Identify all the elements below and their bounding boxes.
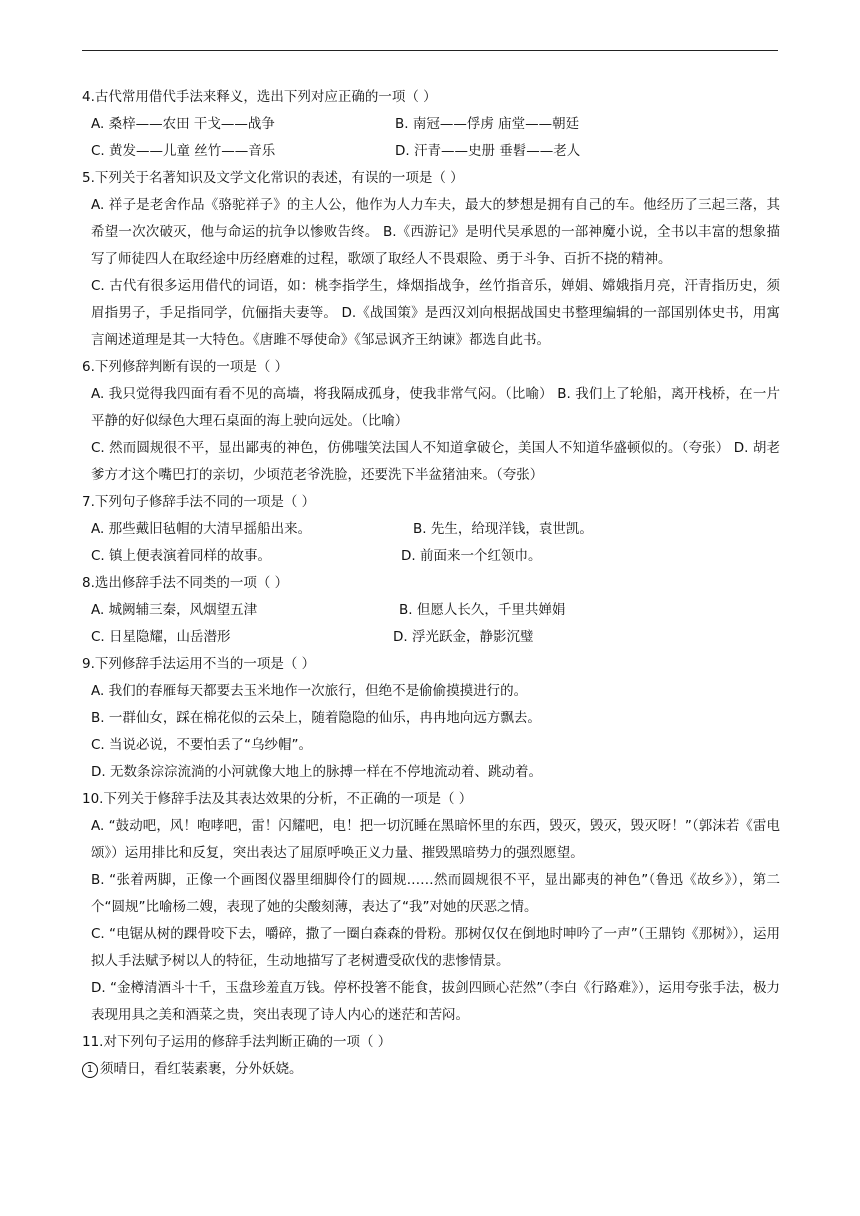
question-4-stem: 4.古代常用借代手法来释义，选出下列对应正确的一项（ ） (82, 89, 437, 105)
question-9-option-b[interactable]: B. 一群仙女，踩在棉花似的云朵上，随着隐隐的仙乐，冉冉地向远方飘去。 (91, 710, 541, 726)
question-11-item-1-text: 须晴日，看红装素裹，分外妖娆。 (100, 1061, 303, 1077)
question-6-options-cd[interactable]: C. 然而圆规很不平，显出鄙夷的神色，仿佛嗤笑法国人不知道拿破仑，美国人不知道华盛顿似的。（夸张） D. 胡老爹方才这个嘴巴打的亲切，少顷范老爷洗脸，还要洗下半盆猪油来。（夸张） (91, 440, 780, 483)
question-8-option-d[interactable]: D. 浮光跃金，静影沉璧 (393, 629, 534, 645)
question-7-stem: 7.下列句子修辞手法不同的一项是（ ） (82, 494, 316, 510)
question-7-option-d[interactable]: D. 前面来一个红领巾。 (401, 548, 542, 564)
circled-number-marker: 1 (82, 1062, 98, 1078)
question-9-stem: 9.下列修辞手法运用不当的一项是（ ） (82, 656, 316, 672)
question-5-options-cd[interactable]: C. 古代有很多运用借代的词语，如：桃李指学生，烽烟指战争，丝竹指音乐，婵娟、嫦娥指月亮，汗青指历史，须眉指男子，手足指同学，伉俪指夫妻等。 D.《战国策》是西汉刘向根据战国史书整理编辑的一部国别体史书，用寓言阐述道理是其一大特色。《唐雎不辱使命》《邹忌讽齐王纳谏》都选自此书。 (91, 278, 780, 348)
question-11-item-1 (82, 1056, 782, 1083)
question-10-option-a[interactable]: A. “鼓动吧，风！咆哮吧，雷！闪耀吧，电！把一切沉睡在黑暗怀里的东西，毁灭，毁灭，毁灭呀！”（郭沫若《雷电颂》）运用排比和反复，突出表达了屈原呼唤正义力量、摧毁黑暗势力的强烈愿望。 (91, 818, 780, 861)
question-4-option-d[interactable]: D. 汗青——史册 垂髫——老人 (395, 143, 581, 159)
question-11-stem: 11.对下列句子运用的修辞手法判断正确的一项（ ） (82, 1034, 392, 1050)
question-10-option-d[interactable]: D. “金樽清酒斗十千，玉盘珍羞直万钱。停杯投箸不能食，拔剑四顾心茫然”（李白《行路难》），运用夸张手法，极力表现用具之美和酒菜之贵，突出表现了诗人内心的迷茫和苦闷。 (91, 980, 780, 1023)
question-9-option-d[interactable]: D. 无数条淙淙流淌的小河就像大地上的脉搏一样在不停地流动着、跳动着。 (91, 764, 542, 780)
question-7-option-a[interactable]: A. 那些戴旧毡帽的大清早摇船出来。 (91, 521, 312, 537)
question-9-option-c[interactable]: C. 当说必说，不要怕丢了“乌纱帽”。 (91, 737, 312, 753)
question-4-option-b[interactable]: B. 南冠——俘虏 庙堂——朝廷 (395, 116, 580, 132)
question-7-options-row-2 (82, 543, 782, 570)
exam-content (82, 84, 782, 1083)
question-8-option-b[interactable]: B. 但愿人长久，千里共婵娟 (399, 602, 566, 618)
question-4-option-c[interactable]: C. 黄发——儿童 丝竹——音乐 (91, 143, 276, 159)
header-rule (82, 50, 778, 51)
question-8-option-a[interactable]: A. 城阙辅三秦，风烟望五津 (91, 602, 258, 618)
question-8-options-row-2 (82, 624, 782, 651)
question-8-option-c[interactable]: C. 日星隐耀，山岳潜形 (91, 629, 231, 645)
question-7-option-b[interactable]: B. 先生，给现洋钱，袁世凯。 (413, 521, 593, 537)
question-7-options-row-1 (82, 516, 782, 543)
question-4-options-row-2 (82, 138, 782, 165)
question-5-stem: 5.下列关于名著知识及文学文化常识的表述，有误的一项是（ ） (82, 170, 464, 186)
question-10-option-c[interactable]: C. “电锯从树的踝骨咬下去，嚼碎，撒了一圈白森森的骨粉。那树仅仅在倒地时呻吟了一声”（王鼎钧《那树》），运用拟人手法赋予树以人的特征，生动地描写了老树遭受砍伐的悲惨情景。 (91, 926, 780, 969)
question-4-option-a[interactable]: A. 桑梓——农田 干戈——战争 (91, 116, 275, 132)
question-8-options-row-1 (82, 597, 782, 624)
question-4-options-row-1 (82, 111, 782, 138)
question-8-stem: 8.选出修辞手法不同类的一项（ ） (82, 575, 289, 591)
question-10-stem: 10.下列关于修辞手法及其表达效果的分析，不正确的一项是（ ） (82, 791, 473, 807)
question-7-option-c[interactable]: C. 镇上便表演着同样的故事。 (91, 548, 272, 564)
question-9-option-a[interactable]: A. 我们的春雁每天都要去玉米地作一次旅行，但绝不是偷偷摸摸进行的。 (91, 683, 528, 699)
question-6-stem: 6.下列修辞判断有误的一项是（ ） (82, 359, 289, 375)
question-10-option-b[interactable]: B. “张着两脚，正像一个画图仪器里细脚伶仃的圆规……然而圆规很不平，显出鄙夷的神色”（鲁迅《故乡》），第二个“圆规”比喻杨二嫂，表现了她的尖酸刻薄，表达了“我”对她的厌恶之情。 (91, 872, 780, 915)
question-5-options-ab[interactable]: A. 祥子是老舍作品《骆驼祥子》的主人公，他作为人力车夫，最大的梦想是拥有自己的车。他经历了三起三落，其希望一次次破灭，他与命运的抗争以惨败告终。 B.《西游记》是明代吴承恩的一部神魔小说，全书以丰富的想象描写了师徒四人在取经途中历经磨难的过程，歌颂了取经人不畏艰险、勇于斗争、百折不挠的精神。 (91, 197, 780, 267)
question-6-options-ab[interactable]: A. 我只觉得我四面有看不见的高墙，将我隔成孤身，使我非常气闷。（比喻） B. 我们上了轮船，离开栈桥，在一片平静的好似绿色大理石桌面的海上驶向远处。（比喻） (91, 386, 780, 429)
